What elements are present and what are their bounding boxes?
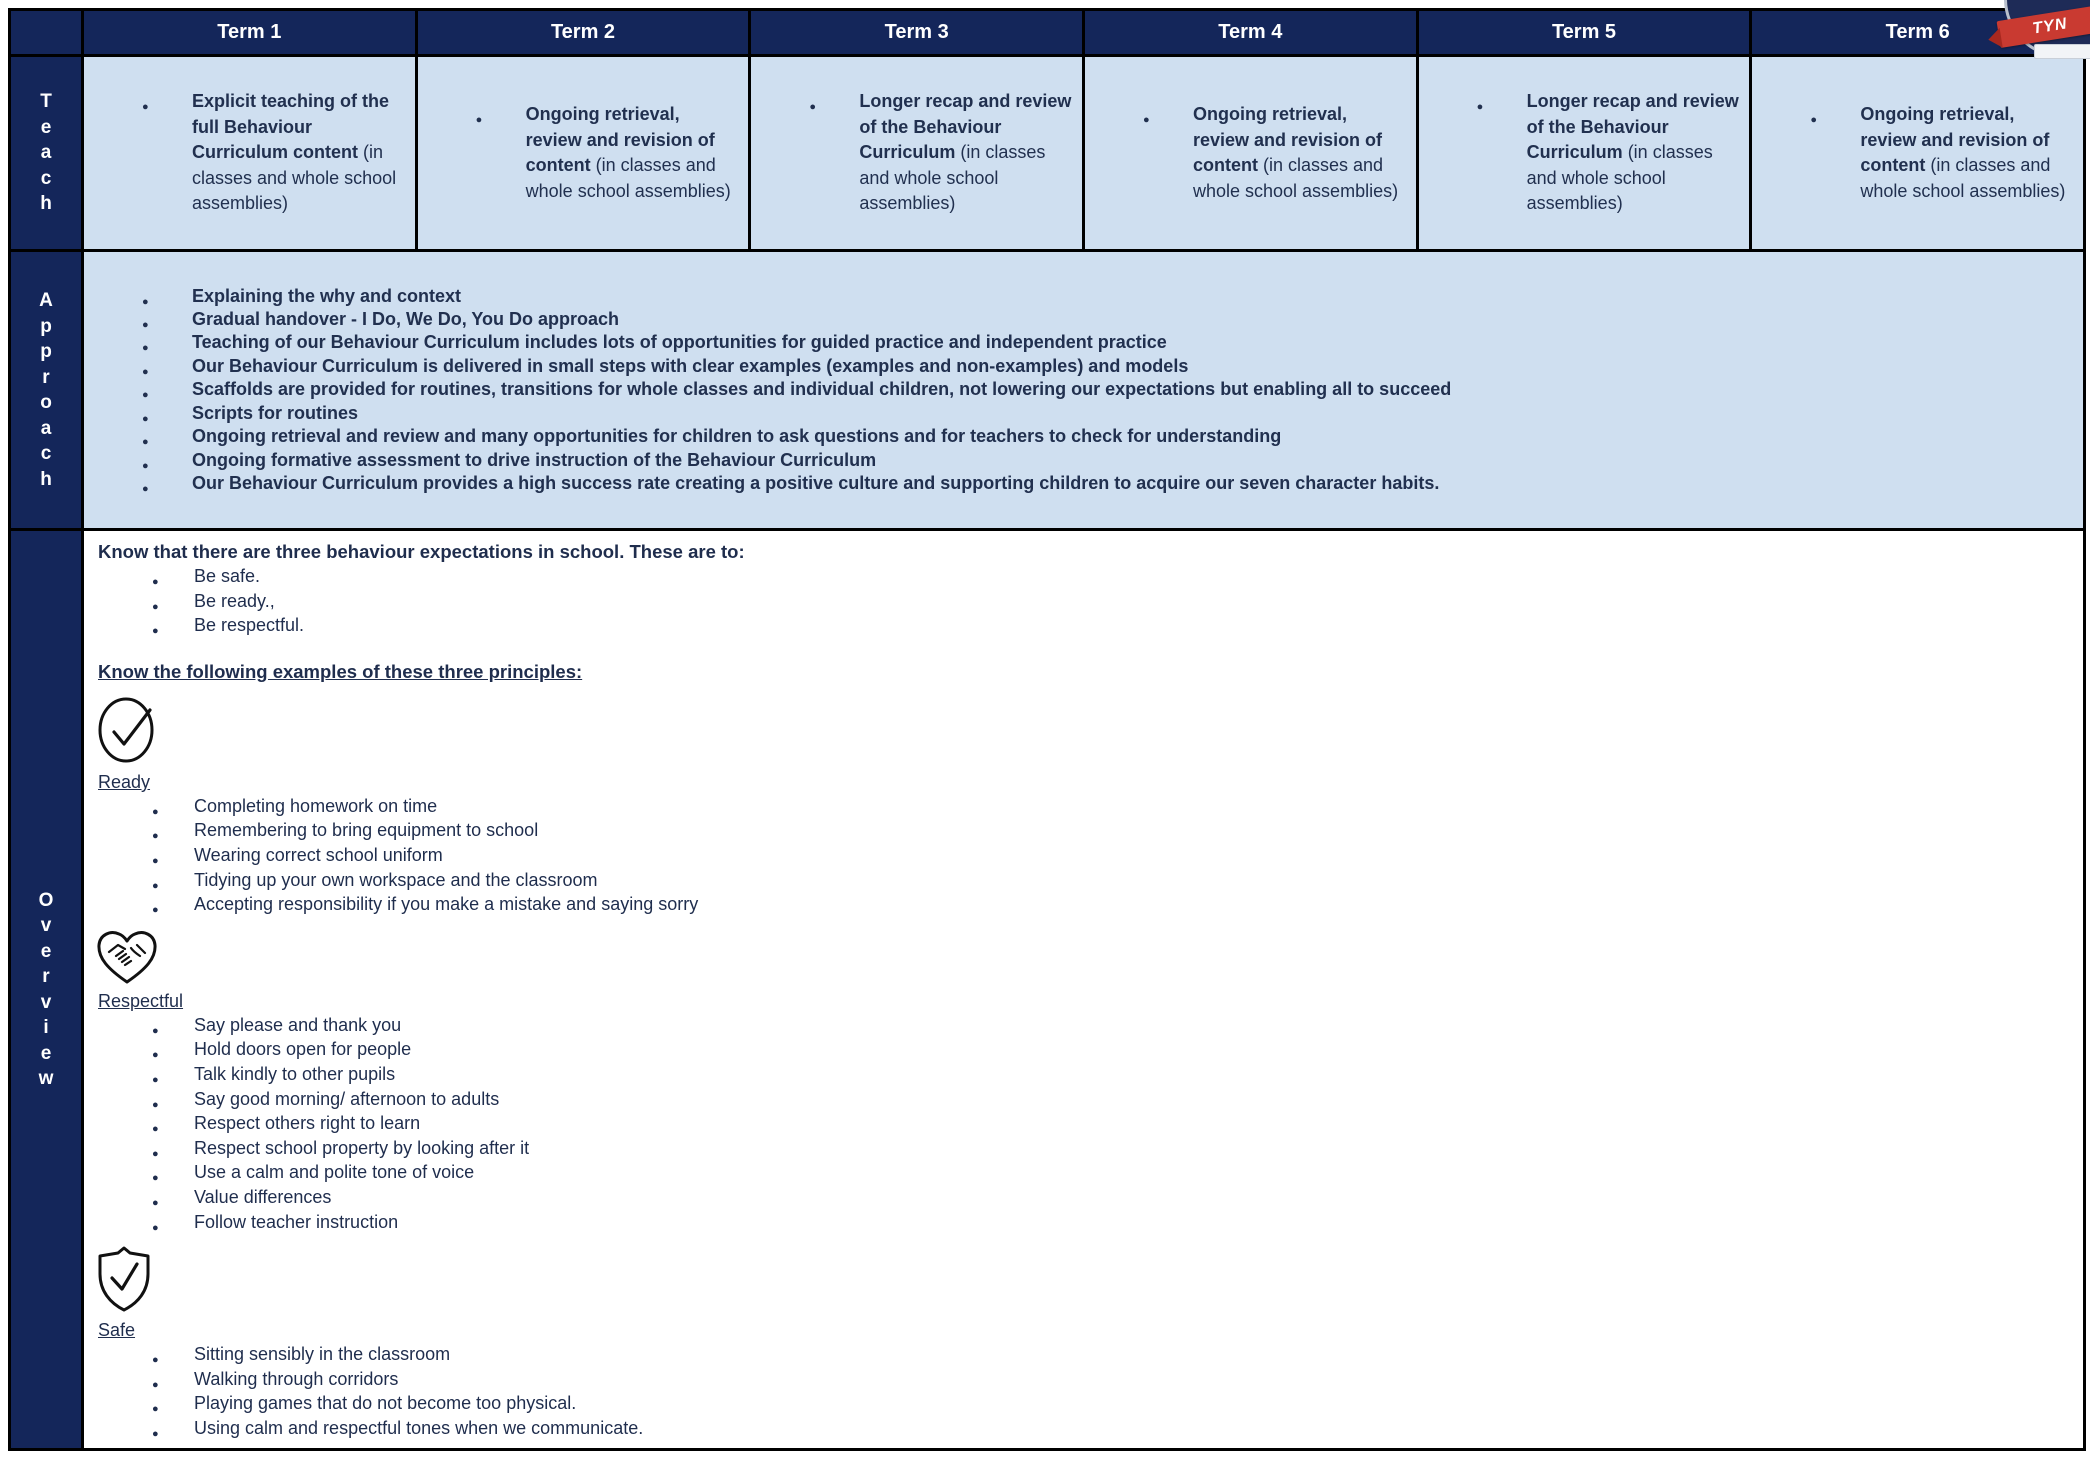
curriculum-table — [8, 8, 2086, 1451]
overview-intro: Know that there are three behaviour expectations in school. These are to: — [98, 541, 745, 562]
list-item — [751, 89, 1072, 217]
logo-band — [2034, 44, 2090, 59]
list-item: ● Ongoing retrieval and review and many opportunities for children to ask questions and for teachers to check for understanding — [84, 425, 2083, 448]
list-item: ● Accepting responsibility if you make a mistake and saying sorry — [98, 892, 2059, 917]
list-item — [84, 89, 405, 217]
teach-cell-term-6 — [1752, 57, 2083, 249]
teach-cell-term-3 — [751, 57, 1082, 249]
list-item: ● Be respectful. — [98, 613, 2059, 638]
list-item: ● Respect school property by looking after it — [98, 1136, 2059, 1161]
teach-regular-text: (in classes and whole school assemblies) — [192, 142, 397, 214]
list-item: ● Wearing correct school uniform — [98, 843, 2059, 868]
list-item: ● Using calm and respectful tones when we communicate. — [98, 1416, 2059, 1441]
approach-cell — [84, 252, 2083, 528]
list-item: ● Respect others right to learn — [98, 1111, 2059, 1136]
overview-cell — [84, 531, 2083, 1448]
teach-bold-text: Ongoing retrieval, review and revision of content — [1192, 104, 1383, 175]
list-item: ● Say good morning/ afternoon to adults — [98, 1087, 2059, 1112]
list-item: ● Gradual handover - I Do, We Do, You Do approach — [84, 308, 2083, 331]
teach-regular-text: (in classes and whole school assemblies) — [1526, 142, 1713, 214]
list-item: ● Completing homework on time — [98, 794, 2059, 819]
term-6-header: Term 6 — [1752, 11, 2083, 54]
teach-bold-text: Longer recap and review of the Behaviour Curriculum — [859, 91, 1072, 163]
teach-bold-text: Ongoing retrieval, review and revision of content — [525, 104, 715, 175]
list-item: ● Explaining the why and context — [84, 285, 2083, 308]
list-item: ● Follow teacher instruction — [98, 1210, 2059, 1235]
list-item: ● Our Behaviour Curriculum is delivered in small steps with clear examples (examples and non-examples) and models — [84, 355, 2083, 378]
list-item: ● Value differences — [98, 1185, 2059, 1210]
teach-bold-text: Ongoing retrieval, review and revision of content — [1860, 104, 2050, 175]
section-name-respectful: Respectful — [98, 990, 184, 1011]
list-item: ● Be safe. — [98, 564, 2059, 589]
list-item: ● Walking through corridors — [98, 1367, 2059, 1392]
list-item: ● Use a calm and polite tone of voice — [98, 1160, 2059, 1185]
list-item: ● Ongoing formative assessment to drive instruction of the Behaviour Curriculum — [84, 449, 2083, 472]
list-item: ● Our Behaviour Curriculum provides a high success rate creating a positive culture and supporting children to acquire our seven character habits. — [84, 472, 2083, 495]
list-item: ● Tidying up your own workspace and the classroom — [98, 868, 2059, 893]
shield-check-icon — [92, 1242, 2059, 1316]
list-item — [1085, 102, 1406, 204]
teach-cell-term-2 — [418, 57, 749, 249]
row-label-overview: O v e r v i e w — [11, 531, 81, 1448]
term-3-header: Term 3 — [751, 11, 1082, 54]
list-item: ● Talk kindly to other pupils — [98, 1062, 2059, 1087]
check-circle-icon — [92, 692, 2059, 768]
list-item: ● Scripts for routines — [84, 402, 2083, 425]
row-label-teach: T e a c h — [11, 57, 81, 249]
teach-bold-text: Longer recap and review of the Behaviour Curriculum — [1526, 91, 1739, 163]
list-item: ● Teaching of our Behaviour Curriculum includes lots of opportunities for guided practice and independent practice — [84, 331, 2083, 354]
list-item: ● Say please and thank you — [98, 1013, 2059, 1038]
logo-ribbon-text: TYN — [2031, 14, 2069, 38]
teach-cell-term-5 — [1419, 57, 1750, 249]
term-1-header: Term 1 — [84, 11, 415, 54]
list-item: ● Be ready., — [98, 589, 2059, 614]
list-item — [1419, 89, 1740, 217]
teach-regular-text: (in classes and whole school assemblies) — [859, 142, 1046, 214]
teach-cell-term-4 — [1085, 57, 1416, 249]
section-name-ready: Ready — [98, 771, 151, 792]
list-item: ● Playing games that do not become too physical. — [98, 1391, 2059, 1416]
list-item — [1752, 102, 2073, 204]
list-item: ● Remembering to bring equipment to school — [98, 818, 2059, 843]
teach-cell-term-1 — [84, 57, 415, 249]
school-logo — [1986, 0, 2090, 72]
list-item: ● Hold doors open for people — [98, 1037, 2059, 1062]
list-item: ● Scaffolds are provided for routines, transitions for whole classes and individual children, not lowering our expectations but enabling all to succeed — [84, 378, 2083, 401]
list-item — [418, 102, 739, 204]
term-2-header: Term 2 — [418, 11, 749, 54]
teach-bold-text: Explicit teaching of the full Behaviour Curriculum content — [192, 91, 390, 163]
row-label-approach: A p p r o a c h — [11, 252, 81, 528]
overview-subheading: Know the following examples of these three principles: — [98, 660, 583, 682]
teach-regular-text: (in classes and whole school assemblies) — [1192, 155, 1399, 201]
corner-cell — [11, 11, 81, 54]
teach-regular-text: (in classes and whole school assemblies) — [525, 155, 731, 201]
section-name-safe: Safe — [98, 1320, 136, 1341]
list-item: ● Sitting sensibly in the classroom — [98, 1342, 2059, 1367]
term-4-header: Term 4 — [1085, 11, 1416, 54]
term-5-header: Term 5 — [1419, 11, 1750, 54]
handshake-heart-icon — [92, 925, 2059, 987]
teach-regular-text: (in classes and whole school assemblies) — [1860, 155, 2066, 201]
